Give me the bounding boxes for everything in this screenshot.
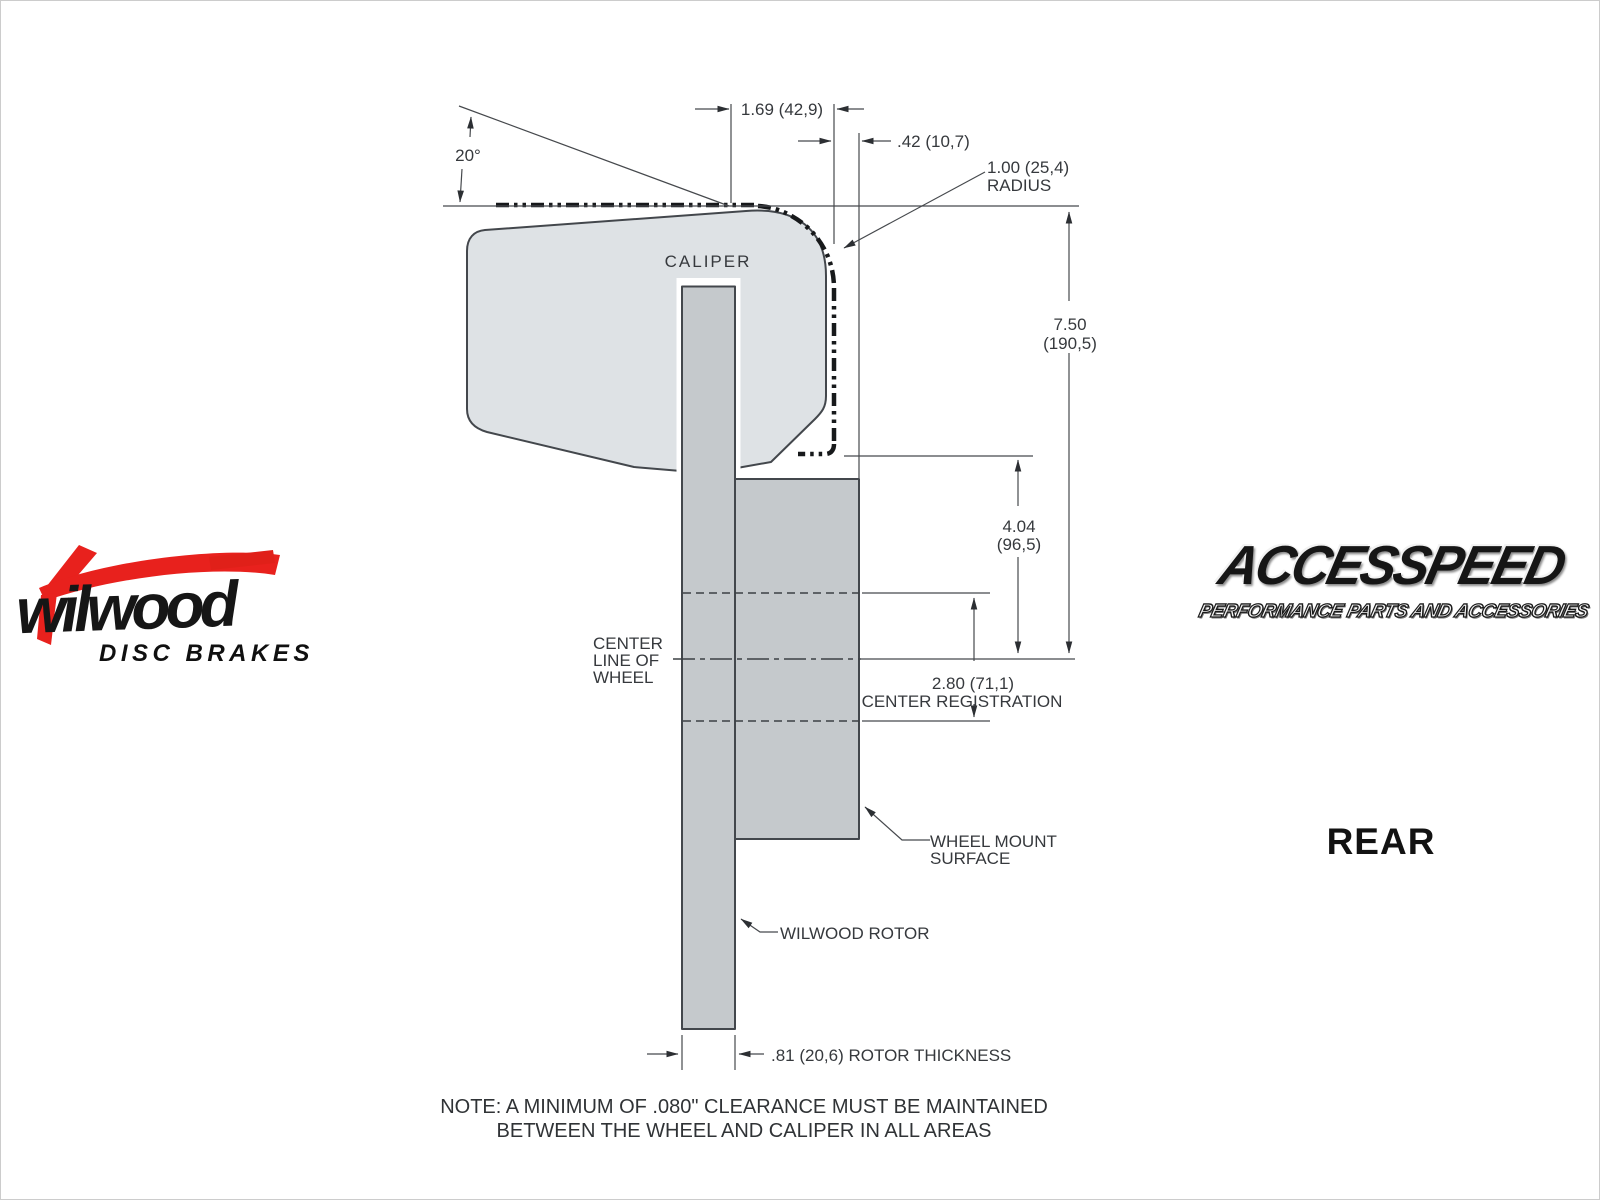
centerline-label (593, 634, 663, 687)
note-line-2: BETWEEN THE WHEEL AND CALIPER IN ALL AREAS (496, 1120, 992, 1142)
caliper-offset-dimension (695, 100, 864, 119)
accesspeed-wordmark: ACCESSPEED (1213, 534, 1570, 596)
mount-depth-metric: (96,5) (996, 535, 1042, 554)
overall-height-value: 7.50 (1053, 315, 1087, 334)
svg-text:WHEEL: WHEEL (593, 668, 654, 687)
accesspeed-logo (1196, 533, 1591, 623)
wheel-mount-label-1: WHEEL MOUNT (930, 832, 1057, 851)
wilwood-logo (15, 545, 314, 667)
rotor-label: WILWOOD ROTOR (780, 924, 930, 943)
view-label: REAR (1326, 821, 1436, 862)
angle-label: 20° (455, 146, 481, 165)
wheel-mount-surface-callout (865, 807, 1057, 868)
radius-label-value: 1.00 (25,4) (987, 158, 1070, 177)
center-registration-value: 2.80 (71,1) (931, 674, 1015, 693)
mount-depth-value: 4.04 (1002, 517, 1036, 536)
caliper-label: CALIPER (664, 252, 752, 271)
wheel-mount-label-2: SURFACE (930, 849, 1011, 868)
center-registration-dimension (862, 598, 1063, 717)
wilwood-tagline: DISC BRAKES (99, 640, 314, 667)
caliper-offset-label: 1.69 (42,9) (740, 100, 824, 119)
mount-depth-dimension (997, 460, 1041, 653)
lip-label: .42 (10,7) (897, 132, 970, 151)
lip-dimension (798, 132, 970, 151)
svg-text:LINE OF: LINE OF (593, 651, 660, 670)
note-line-1: NOTE: A MINIMUM OF .080" CLEARANCE MUST BE MAINTAINED (440, 1096, 1048, 1118)
caliper-body (467, 211, 826, 471)
radius-label-word: RADIUS (987, 176, 1052, 195)
center-registration-word: CENTER REGISTRATION (861, 692, 1063, 711)
rotor-bar (682, 287, 735, 1030)
svg-text:CENTER: CENTER (593, 634, 663, 653)
radius-dimension (844, 158, 1069, 248)
wilwood-wordmark: wilwood (14, 567, 235, 648)
clearance-note (440, 1096, 1048, 1142)
accesspeed-tagline: PERFORMANCE PARTS AND ACCESSORIES (1196, 601, 1591, 622)
angle-dimension (455, 106, 729, 206)
rotor-thickness-label: .81 (20,6) ROTOR THICKNESS (771, 1046, 1012, 1065)
overall-height-metric: (190,5) (1043, 334, 1097, 353)
overall-height-dimension (1043, 212, 1097, 653)
rotor-callout (741, 919, 930, 943)
rotor-thickness-dimension (647, 1046, 1011, 1065)
